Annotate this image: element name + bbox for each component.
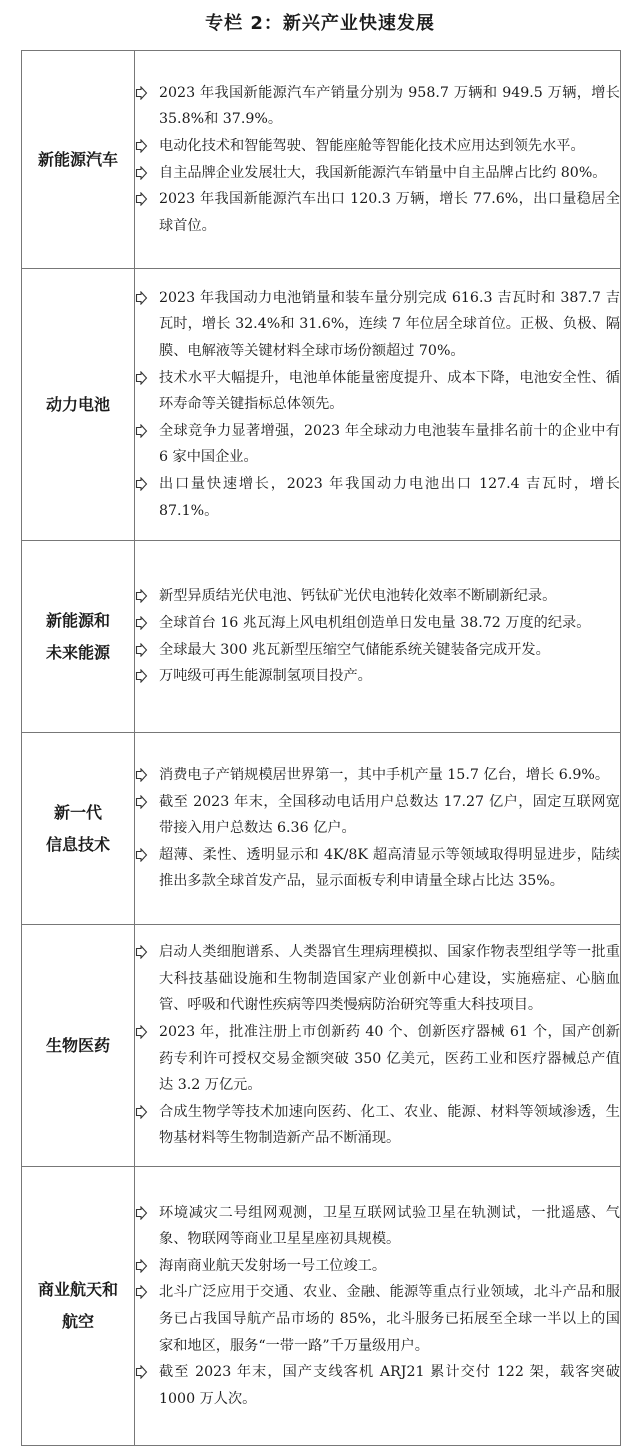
- section-row: [22, 1167, 621, 1446]
- list-item: [135, 583, 620, 610]
- list-item: [135, 80, 620, 133]
- item-text: 全球竞争力显著增强，2023 年全球动力电池装车量排名前十的企业中有 6 家中国企业。: [159, 422, 620, 466]
- arrow-bullet-icon: [135, 133, 155, 159]
- item-text: 超薄、柔性、透明显示和 4K/8K 超高清显示等领域取得明显进步，陆续推出多款全球首发产品，显示面板专利申请量全球占比达 35%。: [159, 846, 620, 890]
- list-item: [135, 418, 620, 471]
- items-cell: [135, 269, 621, 541]
- list-item: [135, 160, 620, 187]
- category-label: 新能源和 未来能源: [45, 610, 110, 662]
- item-text: 2023 年我国动力电池销量和装车量分别完成 616.3 吉瓦时和 387.7 吉瓦时，增长 32.4%和 31.6%，连续 7 年位居全球首位。正极、负极、隔膜、电解液等关键材料全球市场份额超过 70%。: [159, 289, 620, 360]
- category-cell: [22, 51, 135, 269]
- item-text: 全球首台 16 兆瓦海上风电机组创造单日发电量 38.72 万度的纪录。: [159, 614, 591, 631]
- arrow-bullet-icon: [135, 471, 155, 497]
- column-title: 专栏 2：新兴产业快速发展: [205, 13, 435, 34]
- arrow-bullet-icon: [135, 80, 155, 106]
- item-text: 电动化技术和智能驾驶、智能座舱等智能化技术应用达到领先水平。: [159, 137, 585, 154]
- item-text: 万吨级可再生能源制氢项目投产。: [159, 668, 372, 685]
- item-text: 自主品牌企业发展壮大，我国新能源汽车销量中自主品牌占比约 80%。: [159, 164, 607, 181]
- arrow-bullet-icon: [135, 1279, 155, 1305]
- arrow-bullet-icon: [135, 1359, 155, 1385]
- arrow-bullet-icon: [135, 160, 155, 186]
- category-cell: [22, 1167, 135, 1446]
- arrow-bullet-icon: [135, 583, 155, 609]
- item-text: 技术水平大幅提升，电池单体能量密度提升、成本下降，电池安全性、循环寿命等关键指标总体领先。: [159, 369, 620, 413]
- list-item: [135, 471, 620, 524]
- arrow-bullet-icon: [135, 789, 155, 815]
- item-text: 环境减灾二号组网观测，卫星互联网试验卫星在轨测试，一批遥感、气象、物联网等商业卫星星座初具规模。: [159, 1204, 620, 1248]
- item-text: 截至 2023 年末，国产支线客机 ARJ21 累计交付 122 架，载客突破 1000 万人次。: [159, 1364, 620, 1407]
- arrow-bullet-icon: [135, 285, 155, 311]
- list-item: [135, 186, 620, 239]
- item-text: 消费电子产销规模居世界第一，其中手机产量 15.7 亿台，增长 6.9%。: [159, 767, 610, 784]
- arrow-bullet-icon: [135, 1099, 155, 1125]
- industry-table: [21, 50, 621, 1446]
- list-item: [135, 663, 620, 690]
- item-text: 海南商业航天发射场一号工位竣工。: [159, 1257, 387, 1274]
- arrow-bullet-icon: [135, 637, 155, 663]
- category-cell: [22, 541, 135, 733]
- category-cell: [22, 269, 135, 541]
- category-label: 生物医药: [45, 1035, 110, 1055]
- section-row: [22, 541, 621, 733]
- list-item: [135, 1019, 620, 1099]
- section-row: [22, 733, 621, 925]
- item-text: 新型异质结光伏电池、钙钛矿光伏电池转化效率不断刷新纪录。: [159, 588, 557, 605]
- category-label: 新能源汽车: [37, 149, 118, 169]
- arrow-bullet-icon: [135, 418, 155, 444]
- arrow-bullet-icon: [135, 842, 155, 868]
- item-text: 出口量快速增长，2023 年我国动力电池出口 127.4 吉瓦时，增长 87.1%。: [159, 475, 620, 519]
- items-cell: [135, 733, 621, 925]
- item-text: 合成生物学等技术加速向医药、化工、农业、能源、材料等领域渗透，生物基材料等生物制造新产品不断涌现。: [159, 1103, 620, 1147]
- arrow-bullet-icon: [135, 762, 155, 788]
- arrow-bullet-icon: [135, 663, 155, 689]
- section-row: [22, 51, 621, 269]
- arrow-bullet-icon: [135, 610, 155, 636]
- items-cell: [135, 541, 621, 733]
- arrow-bullet-icon: [135, 186, 155, 212]
- item-text: 全球最大 300 兆瓦新型压缩空气储能系统关键装备完成开发。: [159, 641, 550, 658]
- category-cell: [22, 925, 135, 1167]
- arrow-bullet-icon: [135, 365, 155, 391]
- list-item: [135, 789, 620, 842]
- item-text: 2023 年我国新能源汽车产销量分别为 958.7 万辆和 949.5 万辆，增长 35.8%和 37.9%。: [159, 84, 620, 128]
- arrow-bullet-icon: [135, 939, 155, 965]
- list-item: [135, 1359, 620, 1412]
- section-row: [22, 269, 621, 541]
- category-label: 动力电池: [45, 394, 110, 414]
- item-text: 北斗广泛应用于交通、农业、金融、能源等重点行业领域，北斗产品和服务已占我国导航产品市场的 85%，北斗服务已拓展至全球一半以上的国家和地区，服务“一带一路”千万量级用户。: [159, 1284, 620, 1354]
- list-item: [135, 1200, 620, 1253]
- list-item: [135, 939, 620, 1019]
- list-item: [135, 1099, 620, 1152]
- list-item: [135, 1279, 620, 1359]
- list-item: [135, 1253, 620, 1280]
- list-item: [135, 842, 620, 895]
- list-item: [135, 610, 620, 637]
- list-item: [135, 365, 620, 418]
- item-text: 启动人类细胞谱系、人类器官生理病理模拟、国家作物表型组学等一批重大科技基础设施和生物制造国家产业创新中心建设，实施癌症、心脑血管、呼吸和代谢性疾病等四类慢病防治研究等重大科技项目。: [159, 944, 620, 1014]
- arrow-bullet-icon: [135, 1253, 155, 1279]
- list-item: [135, 762, 620, 789]
- section-row: [22, 925, 621, 1167]
- category-cell: [22, 733, 135, 925]
- list-item: [135, 637, 620, 664]
- list-item: [135, 133, 620, 160]
- arrow-bullet-icon: [135, 1019, 155, 1045]
- arrow-bullet-icon: [135, 1200, 155, 1226]
- items-cell: [135, 925, 621, 1167]
- item-text: 截至 2023 年末，全国移动电话用户总数达 17.27 亿户，固定互联网宽带接入用户总数达 6.36 亿户。: [159, 793, 620, 837]
- items-cell: [135, 1167, 621, 1446]
- category-label: 新一代 信息技术: [45, 802, 110, 854]
- items-cell: [135, 51, 621, 269]
- category-label: 商业航天和 航空: [37, 1280, 118, 1331]
- item-text: 2023 年我国新能源汽车出口 120.3 万辆，增长 77.6%，出口量稳居全球首位。: [159, 191, 620, 234]
- item-text: 2023 年，批准注册上市创新药 40 个、创新医疗器械 61 个，国产创新药专利许可授权交易金额突破 350 亿美元，医药工业和医疗器械总产值达 3.2 万亿元。: [159, 1023, 620, 1094]
- list-item: [135, 285, 620, 365]
